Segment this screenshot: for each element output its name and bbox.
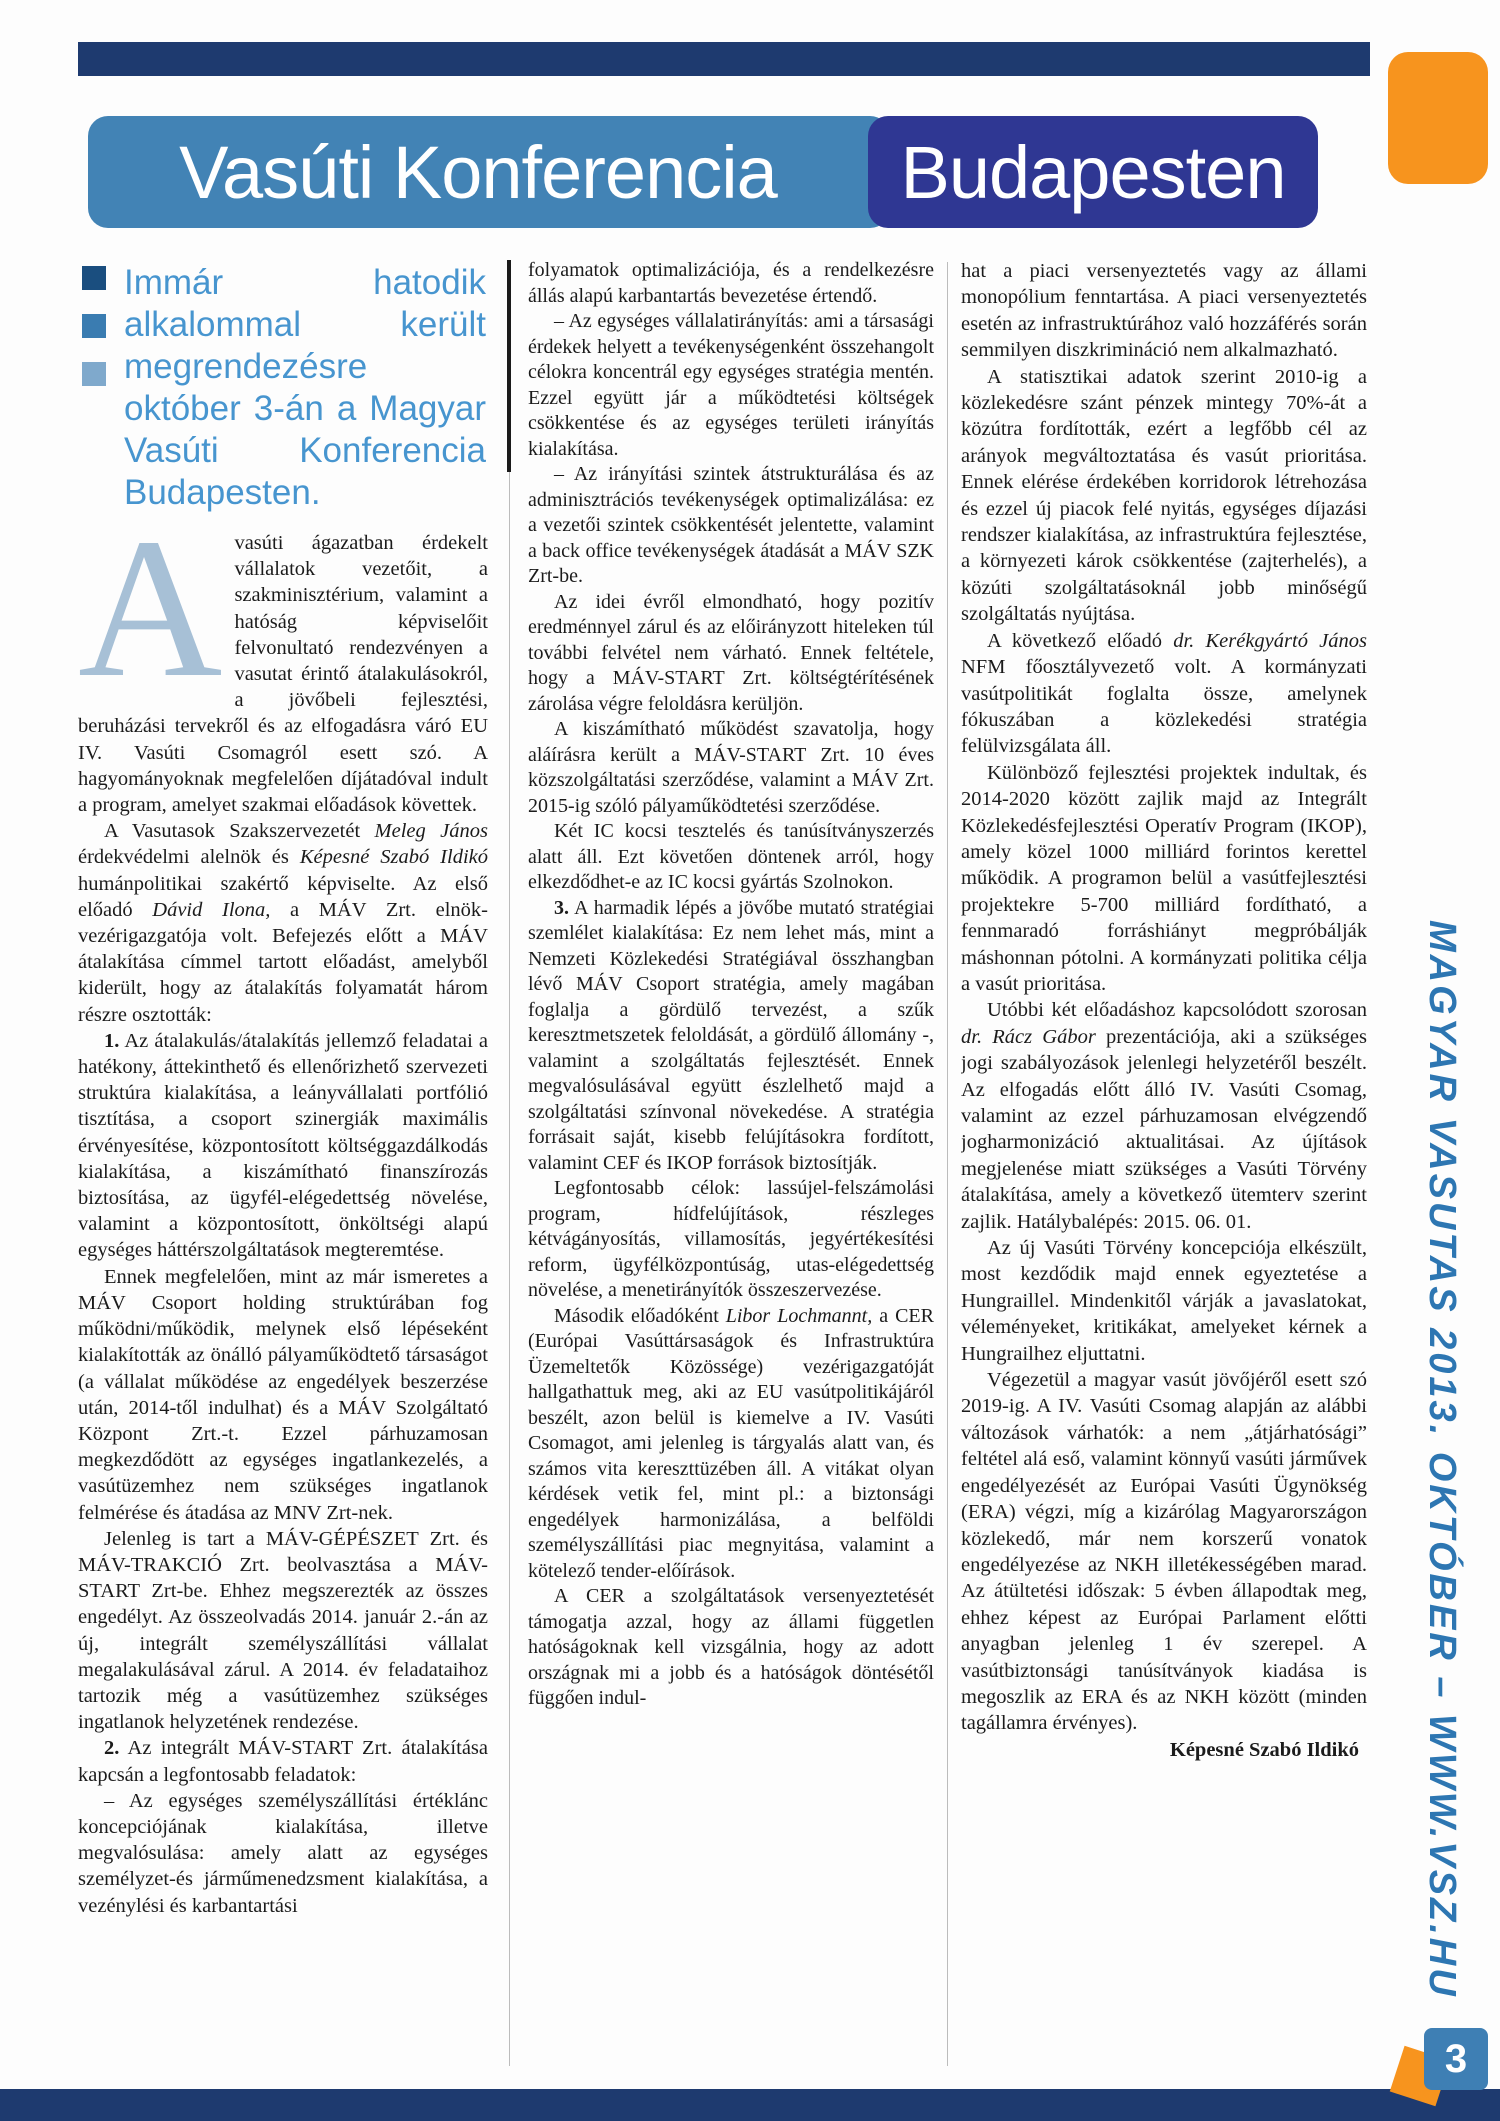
paragraph: folyamatok optimalizációja, és a rendelkezésre állás alapú karbantartás bevezetése értendő. <box>528 259 934 307</box>
page-number-badge: 3 <box>1424 2028 1488 2090</box>
orange-accent-block <box>1388 52 1488 184</box>
column-1 <box>78 258 488 2070</box>
paragraph: Legfontosabb célok: lassújel-felszámolási program, hídfelújítások, részleges kétvágányosítás, villamosítás, jegyértékesítési reform, ügyfélközpontúság, utas-elégedettség növelése, a menetirányítók összeszervezése. <box>528 1177 934 1301</box>
paragraph: 3. A harmadik lépés a jövőbe mutató stratégiai szemlélet kialakítása: Ez nem lehet más, mint a Nemzeti Közlekedési Stratégiával összhangban lévő MÁV Csoport stratégia, amely magában foglalja a gördülő tervezést, a szűk keresztmetszetek feloldását, a gördülő állomány -, valamint a szolgáltatás fejlesztését. Ennek megvalósulásával együtt észlelhető majd a szolgáltatási színvonal növekedése. A stratégia forrásait saját, kisebb felújításokra fordított, valamint CEF és IKOP források biztosítják. <box>528 896 934 1174</box>
paragraph: Végezetül a magyar vasút jövőjéről esett szó 2019-ig. A IV. Vasúti Csomag alapján az alábbi változások várhatók: a nem „átjárhatósági” feltétel alá eső, valamint könnyű vasúti járművek engedélyezését az Európai Vasúti Ügynökség (ERA) végzi, míg a kizárólag Magyarországon közlekedő, már nem korszerű vonatok engedélyezése az NKH illetékességében marad. Az átültetési időszak: 5 évben állapodtak meg, ehhez képest az Európai Parlament előtti anyagban jelenleg 1 év szerepel. A vasútbiztonsági tanúsítványok kiadása is megoszlik az ERA és az NKH között (minden tagállamra érvényes). <box>961 1369 1367 1735</box>
paragraph-text: vasúti ágazatban érdekelt vállalatok vezetőit, a szakminisztérium, valamint a hatóság képviselőit felvonultató rendezvényen a vasutat érintő átalakulásokról, a jövőbeli fejlesztési, beruházási tervekről és az elfogadásra váró EU IV. Vasúti Csomagról esett szó. A hagyományoknak megfelelően díjátadóval indult a program, amelyet szakmai előadások követtek. <box>78 532 488 817</box>
paragraph: Két IC kocsi tesztelés és tanúsítványszerzés alatt áll. Ezt követően döntenek arról, hogy elkezdődhet-e az IC kocsi gyártás Szolnokon. <box>528 820 934 893</box>
lead-paragraph: Immár hatodik alkalommal került megrendezésre október 3-án a Magyar Vasúti Konferencia Budapesten. <box>124 263 486 512</box>
paragraph: – Az irányítási szintek átstrukturálása és az adminisztrációs tevékenységek optimalizálása: ez a vezetői szintek csökkentését jelentette, valamint a back office tevékenységek átadását a MÁV SZK Zrt-be. <box>528 463 934 587</box>
paragraph: Jelenleg is tart a MÁV-GÉPÉSZET Zrt. és MÁV-TRAKCIÓ Zrt. beolvasztása a MÁV-START Zrt-be. Ehhez megszerezték az összes engedélyt. Az összeolvadás 2014. január 2.-án az új, integrált személyszállítási vállalat megalakulásával zárul. A 2014. év feladataihoz tartozik még a vasútüzemhez szükséges ingatlanok helyzetének rendezése. <box>78 1527 488 1734</box>
paragraph: 1. Az átalakulás/átalakítás jellemző feladatai a hatékony, áttekinthető és ellenőrizhető szervezeti struktúra kialakítása, a leányvállalati portfólió tisztítása, a csoport szinergiák maximális érvényesítése, központosított költséggazdálkodás kialakítása, a kiszámítható finanszírozás biztosítása, az ügyfél-elégedettség növelése, valamint a központosított, önköltségi alapú egységes háttérszolgáltatások megteremtése. <box>78 1029 488 1262</box>
paragraph: A Vasutasok Szakszervezetét Meleg János érdekvédelmi alelnök és Képesné Szabó Ildikó humánpolitikai szakértő képviselte. Az első előadó Dávid Ilona, a MÁV Zrt. elnök-vezérigazgatója volt. Befejezés előtt a MÁV átalakítása címmel tartott előadást, amelyből kiderült, hogy az átalakítás folyamatát három részre osztották: <box>78 820 488 1026</box>
paragraph: Utóbbi két előadáshoz kapcsolódott szorosan dr. Rácz Gábor prezentációja, aki a szükséges jogi szabályozások jelenlegi helyzetéről beszélt. Az elfogadás előtt álló IV. Vasúti Csomag, valamint az ezzel párhuzamosan elvégzendő jogharmonizáció aktualitásai. Az újítások megjelenése miatt szükséges a Vasúti Törvény átalakítása, amely a következő ütemterv szerint zajlik. Hatálybalépés: 2015. 06. 01. <box>961 999 1367 1233</box>
column-rule <box>947 262 948 2066</box>
paragraph: Második előadóként Libor Lochmannt, a CER (Európai Vasúttársaságok és Infrastruktúra Üzemeltetők Közössége) vezérigazgatóját hallgathattuk meg, aki az EU vasútpolitikájáról beszélt, azon belül is kiemelve a IV. Vasúti Csomagot, ami jelenleg is tárgyalás alatt van, és számos vita kereszttüzében áll. A vitákat olyan kérdések vetik fel, mint pl.: a biztonsági engedélyek harmonizálása, a belföldi személyszállítási piac megnyitása, valamint a kötelező tender-előírások. <box>528 1304 934 1582</box>
magazine-vertical-title: MAGYAR VASUTAS 2013. OKTÓBER – WWW.VSZ.HU <box>1421 920 1463 1999</box>
paragraph: A CER a szolgáltatások versenyeztetését támogatja azzal, hogy az állami független hatóságoknak kell vizsgálnia, hogy az adott országnak mi a jobb és a hatóságok döntésétől függően indul- <box>528 1585 934 1709</box>
page-title-part2: Budapesten <box>900 130 1286 214</box>
paragraph: Különböző fejlesztési projektek indultak, és 2014-2020 között zajlik majd az Integrált Közlekedésfejlesztési Operatív Program (IKOP), amely közel 1000 milliárd forintos kerettel működik. A programon belül a vasútfejlesztési projektekre 5-700 milliárd fordítható, a fennmaradó forráshiányt megpróbálják máshonnan pótolni. A kormányzati politika célja a vasút prioritása. <box>961 761 1367 995</box>
paragraph: – Az egységes vállalatirányítás: ami a társasági érdekek helyett a tevékenységenként összehangolt célokra koncentrál egy egységes stratégia mentén. Ezzel együtt jár a működtetési költségek csökkentése és az egységes területi irányítás kialakítása. <box>528 310 934 460</box>
dropcap-letter: A <box>78 498 223 719</box>
paragraph: Az új Vasúti Törvény koncepciója elkészült, most kezdődik majd ennek egyeztetése a Hungraillel. Mindenkitől várják a javaslatokat, véleményeket, kritikákat, amelyeket kérnek a Hungrailhez eljuttatni. <box>961 1237 1367 1365</box>
paragraph: hat a piaci versenyeztetés vagy az állami monopólium fenntartása. A piaci versenyeztetés esetén az infrastruktúrához való hozzáférés során semmilyen diszkrimináció nem alkalmazható. <box>961 260 1367 362</box>
paragraph: – Az egységes személyszállítási értéklánc koncepciójának kialakítása, illetve megvalósulása: amely alatt az egységes személyzet-és járműmenedzsment kialakítása, a vezénylési és karbantartási <box>78 1789 488 1917</box>
column-rule <box>509 262 510 2066</box>
paragraph: A következő előadó dr. Kerékgyártó János NFM főosztályvezető volt. A kormányzati vasútpolitikát foglalta össze, amelynek fókuszában a közlekedési stratégia felülvizsgálata áll. <box>961 629 1367 758</box>
column-2 <box>528 258 934 2070</box>
page-title-part1: Vasúti Konferencia <box>179 130 777 214</box>
paragraph: A statisztikai adatok szerint 2010-ig a közlekedésre szánt pénzek mintegy 70%-át a közútra fordították, ezért a legfőbb cél az arányok megváltoztatása és vasút prioritása. Ennek elérése érdekében korridorok létrehozása és ezzel új piacok felé nyitás, egységes díjazási rendszer kialakítása, az infrastruktúra fejlesztése, a környezeti károk csökkentése (zajterhelés), a közúti szolgáltatásoknál jobb minőségű szolgáltatás nyújtása. <box>961 365 1367 626</box>
bottom-navy-bar <box>0 2089 1500 2121</box>
paragraph: A kiszámítható működést szavatolja, hogy aláírásra került a MÁV-START Zrt. 10 éves közszolgáltatási szerződése, valamint a MÁV Zrt. 2015-ig szóló pályaműködtetési szerződése. <box>528 718 934 817</box>
top-navy-bar <box>78 42 1370 76</box>
author-signature: Képesné Szabó Ildikó <box>1169 1738 1359 1761</box>
paragraph: Az idei évről elmondható, hogy pozitív eredménnyel zárul és az előirányzott hiteleken túl további felvétel nem várható. Ennek feltétele, hogy a MÁV-START Zrt. költségtérítésének zárolása végre feloldásra kerüljön. <box>528 590 934 715</box>
paragraph <box>78 498 488 818</box>
paragraph: Ennek megfelelően, mint az már ismeretes a MÁV Csoport holding struktúrában fog működni/működik, melynek első lépéseként kialakították az önálló pályaműködtető társaságot (a vállalat működése az engedélyek beszerzése után, 2014-től indulhat) és a MÁV Szolgáltató Központ Zrt.-t. Ezzel párhuzamosan megkezdődött az egységes ingatlankezelés, a vasútüzemhez nem szükséges ingatlanok felmérése és átadása az MNV Zrt-nek. <box>78 1265 488 1524</box>
column-3 <box>961 258 1367 2070</box>
lead-divider-rule <box>507 260 511 472</box>
paragraph: 2. Az integrált MÁV-START Zrt. átalakítása kapcsán a legfontosabb feladatok: <box>78 1737 488 1786</box>
